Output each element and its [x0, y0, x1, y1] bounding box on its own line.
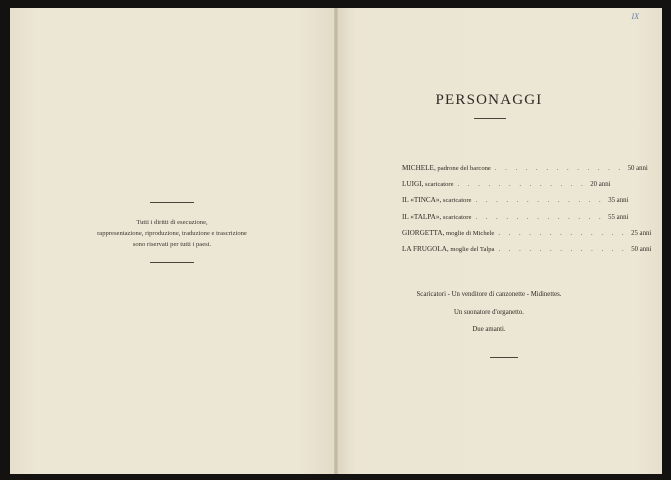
leader-dots: . . . . . . . . . . . . . [457, 181, 587, 189]
page-title: PERSONAGGI [435, 92, 543, 108]
cast-age: 50 anni [627, 165, 648, 172]
extras-line: Un suonatore d'organetto. [454, 308, 524, 316]
cast-row [402, 228, 652, 245]
book-gutter [334, 8, 338, 474]
leader-dots: . . . . . . . . . . . . . [475, 197, 605, 205]
leader-dots: . . . . . . . . . . . . . [498, 245, 628, 253]
cast-row [402, 244, 652, 261]
cast-age: 25 anni [631, 229, 652, 237]
leader-dots: . . . . . . . . . . . . . [475, 213, 605, 221]
page-stamp: IX [631, 12, 639, 21]
cast-name: LUIGI, scaricatore [402, 180, 454, 189]
rights-notice [84, 202, 260, 263]
leader-dots: . . . . . . . . . . . . . [494, 165, 624, 172]
rights-line: sono riservati per tutti i paesi. [132, 241, 212, 248]
cast-name: LA FRUGOLA, moglie del Talpa [402, 244, 495, 253]
extras-line: Due amanti. [472, 326, 506, 333]
rights-line: rappresentazione, riproduzione, traduzione e trascrizione [97, 230, 247, 237]
leader-dots: . . . . . . . . . . . . . [498, 229, 628, 237]
cast-row [402, 212, 629, 229]
cast-row [402, 180, 611, 196]
cast-row [402, 196, 629, 212]
cast-age: 20 anni [590, 181, 611, 189]
rights-line: Tutti i diritti di esecuzione, [136, 219, 208, 226]
cast-age: 35 anni [608, 197, 629, 205]
extras-block [326, 286, 652, 339]
cast-age: 50 anni [631, 245, 652, 253]
cast-name: GIORGETTA, moglie di Michele [402, 228, 495, 237]
cast-age: 55 anni [608, 213, 629, 221]
cast-name: MICHELE, padrone del barcone [402, 164, 491, 172]
cast-name: IL «TALPA», scaricatore [402, 212, 472, 221]
cast-row [402, 164, 648, 180]
cast-list [402, 164, 652, 261]
extras-line: Scaricatori - Un venditore di canzonette - Midinettes. [416, 291, 562, 298]
rights-rule-bottom [150, 262, 194, 263]
title-rule [474, 118, 506, 119]
cast-name: IL «TINCA», scaricatore [402, 196, 472, 205]
rights-rule-top [150, 202, 194, 203]
end-rule [490, 357, 518, 358]
